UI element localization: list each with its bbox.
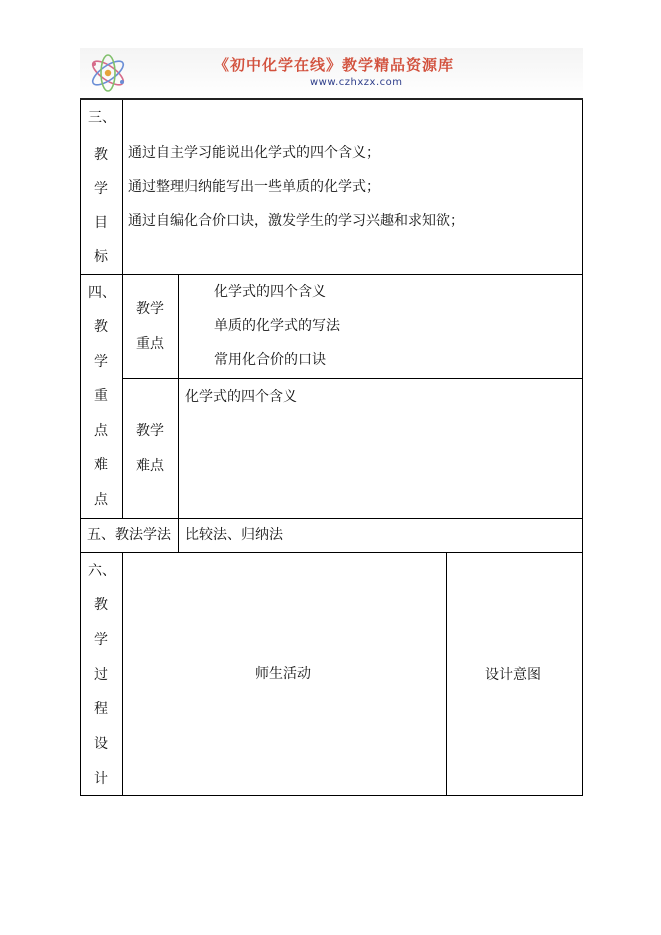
section3-label-char: 标 (94, 249, 108, 265)
difficulty-label: 教学 (136, 423, 164, 439)
section4-label-char: 点 (94, 423, 108, 439)
section3-label-char: 三、 (88, 110, 116, 126)
section4-label-char: 点 (94, 492, 108, 508)
column-header-intent: 设计意图 (485, 667, 541, 683)
section4-label-char: 四、 (88, 285, 116, 301)
section3-label-char: 目 (94, 215, 108, 231)
objective-item: 通过自主学习能说出化学式的四个含义； (128, 145, 380, 161)
section3-label-char: 教 (94, 147, 108, 163)
banner-url: www.czhxzx.com (310, 77, 403, 88)
banner-title: 《初中化学在线》教学精品资源库 (214, 56, 455, 74)
section6-label-char: 六、 (88, 563, 116, 579)
focus-item: 化学式的四个含义 (214, 284, 326, 300)
focus-label: 教学 (136, 301, 164, 317)
focus-item: 单质的化学式的写法 (214, 318, 340, 334)
objective-item: 通过自编化合价口诀，激发学生的学习兴趣和求知欲； (128, 213, 464, 229)
objective-item: 通过整理归纳能写出一些单质的化学式； (128, 179, 380, 195)
section4-label-char: 重 (94, 388, 108, 404)
section6-label-char: 过 (94, 667, 108, 683)
difficulty-label: 难点 (136, 458, 164, 474)
column-header-activity: 师生活动 (255, 666, 311, 682)
section6-label-char: 计 (94, 771, 108, 787)
section6-label-char: 程 (94, 701, 108, 717)
section6-label-char: 教 (94, 597, 108, 613)
banner-rule (80, 98, 583, 100)
focus-item: 常用化合价的口诀 (214, 352, 326, 368)
section6-label-char: 设 (94, 736, 108, 752)
section3-label-char: 学 (94, 181, 108, 197)
section6-label-char: 学 (94, 632, 108, 648)
section4-label-char: 教 (94, 319, 108, 335)
section5-content: 比较法、归纳法 (185, 527, 283, 543)
difficulty-text: 化学式的四个含义 (185, 389, 297, 405)
section4-label-char: 学 (94, 354, 108, 370)
section4-label-char: 难 (94, 457, 108, 473)
focus-label: 重点 (136, 336, 164, 352)
section5-label: 五、教法学法 (87, 527, 171, 543)
atom-logo-icon (86, 52, 130, 94)
